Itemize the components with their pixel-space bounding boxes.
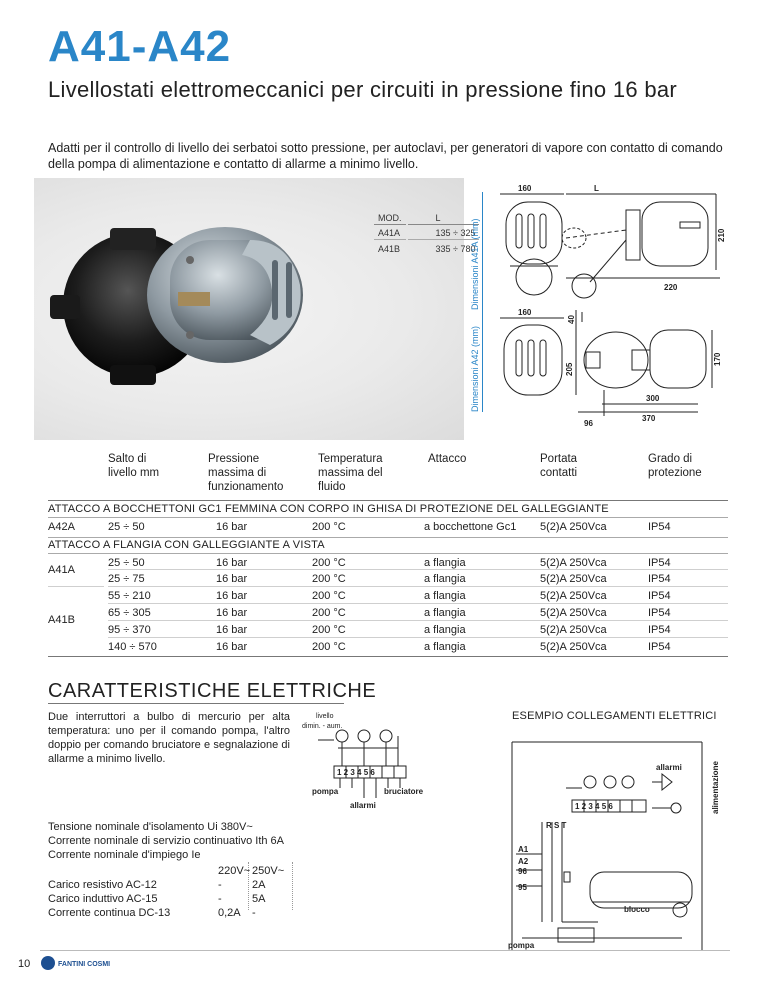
col-header-portata: Portata contatti (540, 453, 578, 479)
pressione-cell: 16 bar (216, 590, 248, 602)
temperatura-cell: 200 °C (312, 521, 346, 533)
table-top-rule (48, 500, 728, 501)
salto-cell: 95 ÷ 370 (108, 624, 151, 636)
t95-label: 95 (518, 883, 527, 892)
load-label: Carico resistivo AC-12 (48, 879, 157, 891)
length-col-header: L (408, 212, 480, 225)
portata-cell: 5(2)A 250Vca (540, 624, 607, 636)
grado-cell: IP54 (648, 557, 671, 569)
electrical-title-rule (48, 703, 344, 704)
portata-cell: 5(2)A 250Vca (540, 590, 607, 602)
col-header-grado: Grado di protezione (648, 453, 702, 479)
page-subtitle: Livellostati elettromeccanici per circuiti in pressione fino 16 bar (48, 77, 678, 102)
group-a41a: A41A (48, 564, 75, 576)
portata-cell: 5(2)A 250Vca (540, 521, 607, 533)
dim-l: L (594, 184, 599, 193)
electrical-specs (48, 820, 284, 862)
wiring-diagram (502, 722, 728, 952)
spec-line: Corrente nominale d'impiego Ie (48, 849, 201, 861)
page-title: A41-A42 (48, 22, 232, 71)
load-divider (292, 862, 293, 910)
dim-205: 205 (565, 362, 574, 376)
model-cell: A42A (48, 521, 75, 533)
attacco-cell: a bocchettone Gc1 (424, 521, 517, 533)
model-cell: A41B (378, 243, 401, 254)
a2-label: A2 (518, 857, 529, 866)
temperatura-cell: 200 °C (312, 624, 346, 636)
dimension-drawing (486, 180, 736, 430)
attacco-cell: a flangia (424, 590, 466, 602)
salto-cell: 25 ÷ 50 (108, 557, 145, 569)
load-value-250: 2A (252, 879, 266, 891)
terminals-label: 1 2 3 4 5 6 (575, 802, 613, 811)
dim-370: 370 (642, 414, 656, 423)
grado-cell: IP54 (648, 641, 671, 653)
temperatura-cell: 200 °C (312, 590, 346, 602)
table-bottom-rule (48, 656, 728, 657)
dim-40: 40 (567, 315, 576, 324)
spec-line: Corrente nominale di servizio continuativo Ith 6A (48, 835, 285, 847)
brand-logo (40, 954, 118, 972)
grado-cell: IP54 (648, 607, 671, 619)
row-rule (108, 620, 728, 621)
load-value-250: - (252, 907, 256, 919)
length-cell: 335 ÷ 780 (435, 243, 476, 254)
section-bocchettoni: ATTACCO A BOCCHETTONI GC1 FEMMINA CON CORPO IN GHISA DI PROTEZIONE DEL GALLEGGIANTE (48, 503, 609, 515)
attacco-cell: a flangia (424, 573, 466, 585)
footer-rule (40, 950, 730, 951)
grado-cell: IP54 (648, 573, 671, 585)
pressione-cell: 16 bar (216, 557, 248, 569)
col-header-salto: Salto di livello mm (108, 453, 160, 479)
dimensions-a42-label: Dimensioni A42 (mm) (470, 325, 480, 412)
pressione-cell: 16 bar (216, 573, 248, 585)
pompa-label: pompa (508, 941, 535, 950)
table-row-a42a (48, 519, 728, 536)
terminals-label: 1 2 3 4 5 6 (337, 768, 375, 777)
electrical-section-title: CARATTERISTICHE ELETTRICHE (48, 680, 377, 702)
electrical-description: Due interruttori a bulbo di mercurio per alta temperatura: uno per il comando pompa, l'altro doppio per comando bruciatore e segnalazione di allarme a minimo livello. (48, 711, 290, 765)
col-header-pressione: Pressione massima di funzionamento (208, 453, 284, 493)
temperatura-cell: 200 °C (312, 641, 346, 653)
a1-label: A1 (518, 845, 529, 854)
salto-cell: 55 ÷ 210 (108, 590, 151, 602)
section-rule (48, 553, 728, 554)
salto-cell: 25 ÷ 50 (108, 521, 145, 533)
dim-160-a: 160 (518, 184, 532, 193)
length-cell: 135 ÷ 325 (408, 227, 480, 240)
model-col-header: MOD. (374, 212, 406, 225)
portata-cell: 5(2)A 250Vca (540, 557, 607, 569)
row-rule (108, 569, 728, 570)
pressione-cell: 16 bar (216, 521, 248, 533)
load-divider (248, 862, 249, 910)
load-header-220: 220V~ (218, 865, 251, 877)
row-rule (108, 586, 728, 587)
blocco-label: blocco (624, 905, 650, 914)
livello-label: livello (316, 713, 334, 720)
spec-line: Tensione nominale d'isolamento Ui 380V~ (48, 821, 253, 833)
pressione-cell: 16 bar (216, 607, 248, 619)
product-photo (40, 200, 330, 400)
col-header-temperatura: Temperatura massima del fluido (318, 453, 383, 493)
portata-cell: 5(2)A 250Vca (540, 573, 607, 585)
grado-cell: IP54 (648, 521, 671, 533)
rst-label: R S T (546, 821, 567, 830)
section-rule (48, 537, 728, 538)
salto-cell: 25 ÷ 75 (108, 573, 145, 585)
dimin-aum-label: dimin. - aum. (302, 723, 343, 730)
section-flangia: ATTACCO A FLANGIA CON GALLEGGIANTE A VISTA (48, 539, 325, 551)
temperatura-cell: 200 °C (312, 607, 346, 619)
row-rule (108, 603, 728, 604)
dimension-divider (482, 192, 483, 412)
load-label: Corrente continua DC-13 (48, 907, 171, 919)
grado-cell: IP54 (648, 624, 671, 636)
intro-paragraph: Adatti per il controllo di livello dei serbatoi sotto pressione, per autoclavi, per generatori di vapore con contatto di comando della pompa di alimentazione e contatto di allarme a minimo livello. (48, 141, 723, 171)
dim-160-b: 160 (518, 308, 532, 317)
load-value-220: - (218, 893, 222, 905)
dim-170: 170 (713, 352, 722, 366)
dim-300: 300 (646, 394, 660, 403)
load-header-250: 250V~ (252, 865, 285, 877)
row-rule (108, 637, 728, 638)
pressione-cell: 16 bar (216, 641, 248, 653)
pompa-label: pompa (312, 787, 339, 796)
group-a41b: A41B (48, 614, 75, 626)
temperatura-cell: 200 °C (312, 573, 346, 585)
allarmi-label: allarmi (656, 763, 682, 772)
attacco-cell: a flangia (424, 557, 466, 569)
section-rule (48, 517, 728, 518)
wiring-example-title: ESEMPIO COLLEGAMENTI ELETTRICI (512, 710, 717, 722)
portata-cell: 5(2)A 250Vca (540, 607, 607, 619)
load-value-250: 5A (252, 893, 266, 905)
t96-label: 96 (518, 867, 527, 876)
model-dimension-table (372, 210, 481, 257)
salto-cell: 65 ÷ 305 (108, 607, 151, 619)
portata-cell: 5(2)A 250Vca (540, 641, 607, 653)
dim-220: 220 (664, 283, 678, 292)
alimentazione-label: alimentazione (711, 761, 720, 814)
attacco-cell: a flangia (424, 624, 466, 636)
bruciatore-label: bruciatore (384, 787, 424, 796)
table-row (48, 639, 728, 656)
load-label: Carico induttivo AC-15 (48, 893, 158, 905)
salto-cell: 140 ÷ 570 (108, 641, 157, 653)
dim-210: 210 (717, 228, 726, 242)
model-cell: A41A (374, 227, 406, 240)
allarmi-label: allarmi (350, 801, 376, 810)
dim-96: 96 (584, 419, 593, 428)
pressione-cell: 16 bar (216, 624, 248, 636)
page-number: 10 (18, 958, 31, 970)
col-header-attacco: Attacco (428, 453, 467, 465)
attacco-cell: a flangia (424, 607, 466, 619)
brand-logo-text: FANTINI COSMI (58, 961, 111, 968)
dimensions-a41a-label: Dimensioni A41A (mm) (470, 218, 480, 310)
switch-diagram (298, 706, 448, 816)
grado-cell: IP54 (648, 590, 671, 602)
load-value-220: 0,2A (218, 907, 241, 919)
temperatura-cell: 200 °C (312, 557, 346, 569)
load-value-220: - (218, 879, 222, 891)
attacco-cell: a flangia (424, 641, 466, 653)
